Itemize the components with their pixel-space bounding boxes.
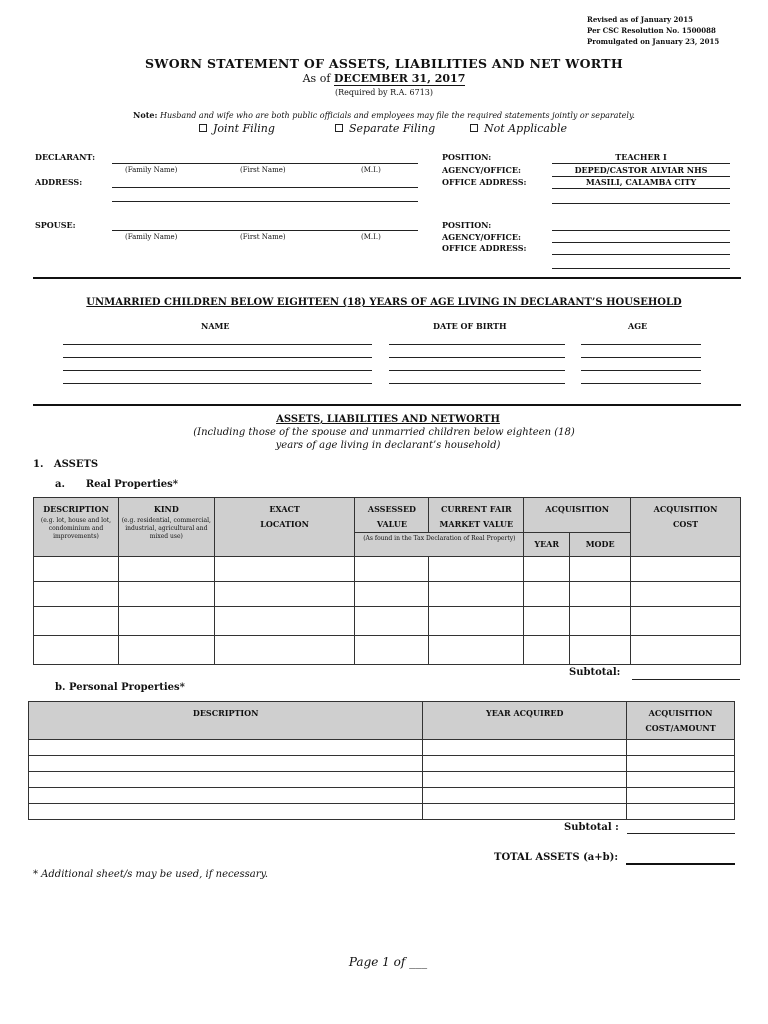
- spouse-office-address-line-2[interactable]: [552, 268, 730, 269]
- real-subtotal-line[interactable]: [632, 679, 740, 680]
- spouse-office-address-line-1[interactable]: [552, 254, 730, 255]
- table-row: [34, 582, 741, 607]
- col-year: YEAR: [524, 533, 570, 557]
- position-label: POSITION:: [442, 152, 492, 162]
- child-dob-line[interactable]: [389, 344, 565, 345]
- col-mode: MODE: [570, 533, 631, 557]
- form-title: SWORN STATEMENT OF ASSETS, LIABILITIES AND NET WORTH: [145, 56, 623, 71]
- declarant-name-line[interactable]: [112, 163, 418, 164]
- spouse-family-name-caption: (Family Name): [125, 233, 178, 241]
- declarant-family-name-caption: (Family Name): [125, 166, 178, 174]
- children-col-age: AGE: [628, 321, 648, 331]
- filing-option-not-applicable[interactable]: Not Applicable: [470, 122, 567, 135]
- total-assets-label: TOTAL ASSETS (a+b):: [494, 852, 619, 863]
- separate-filing-checkbox[interactable]: [335, 124, 343, 132]
- revision-line-2: Per CSC Resolution No. 1500088: [587, 26, 716, 35]
- as-of-label: As of: [302, 72, 331, 85]
- col-exact-location: EXACT LOCATION: [214, 498, 355, 557]
- filing-option-separate[interactable]: Separate Filing: [335, 122, 435, 135]
- child-age-line[interactable]: [581, 344, 701, 345]
- table-row: [29, 740, 735, 756]
- child-age-line[interactable]: [581, 357, 701, 358]
- spouse-office-address-label: OFFICE ADDRESS:: [442, 243, 527, 253]
- table-row: [34, 636, 741, 665]
- children-title: UNMARRIED CHILDREN BELOW EIGHTEEN (18) YEARS OF AGE LIVING IN DECLARANT’S HOUSEHOLD: [86, 297, 682, 308]
- spouse-agency-label: AGENCY/OFFICE:: [442, 232, 521, 242]
- declarant-first-name-caption: (First Name): [240, 166, 286, 174]
- child-name-line[interactable]: [63, 344, 372, 345]
- declarant-mi-caption: (M.I.): [361, 166, 381, 174]
- table-row: [29, 804, 735, 820]
- revision-line-3: Promulgated on January 23, 2015: [587, 37, 720, 46]
- child-name-line[interactable]: [63, 357, 372, 358]
- agency-label: AGENCY/OFFICE:: [442, 165, 521, 175]
- spouse-first-name-caption: (First Name): [240, 233, 286, 241]
- office-address-value[interactable]: MASILI, CALAMBA CITY: [585, 177, 697, 187]
- total-assets-line[interactable]: [626, 863, 735, 865]
- spouse-agency-line[interactable]: [552, 242, 730, 243]
- personal-properties-table: [28, 701, 735, 820]
- col-description-sub: (e.g. lot, house and lot, condominium and improvements): [40, 517, 112, 540]
- office-address-line-1: [552, 188, 730, 189]
- child-age-line[interactable]: [581, 383, 701, 384]
- note-text: Husband and wife who are both public officials and employees may file the required statements jointly or separately.: [159, 111, 635, 120]
- real-properties-table: [33, 497, 741, 665]
- children-col-dob: DATE OF BIRTH: [433, 321, 507, 331]
- col-current-fair-market-value: CURRENT FAIR MARKET VALUE: [429, 498, 524, 533]
- child-name-line[interactable]: [63, 370, 372, 371]
- col-acquisition-cost: ACQUISITION COST: [631, 498, 741, 557]
- page-number: Page 1 of ___: [348, 955, 428, 969]
- footnote: * Additional sheet/s may be used, if necessary.: [33, 869, 269, 880]
- col-year-acquired: YEAR ACQUIRED: [423, 702, 627, 740]
- note-label: Note:: [133, 110, 158, 120]
- spouse-position-label: POSITION:: [442, 220, 492, 230]
- table-row: [34, 607, 741, 636]
- address-label: ADDRESS:: [35, 177, 83, 187]
- col-kind: KIND (e.g. residential, commercial, industrial, agricultural and mixed use): [118, 498, 214, 557]
- table-row: [29, 788, 735, 804]
- declarant-label: DECLARANT:: [35, 152, 96, 162]
- revision-note: [587, 14, 719, 47]
- child-dob-line[interactable]: [389, 383, 565, 384]
- col-kind-sub: (e.g. residential, commercial, industrial, agricultural and mixed use): [121, 517, 211, 540]
- personal-subtotal-label: Subtotal :: [564, 822, 619, 833]
- spouse-mi-caption: (M.I.): [361, 233, 381, 241]
- child-name-line[interactable]: [63, 383, 372, 384]
- address-line-1[interactable]: [112, 187, 418, 188]
- children-col-name: NAME: [201, 321, 230, 331]
- real-subtotal-label: Subtotal:: [569, 667, 621, 678]
- table-row: [29, 772, 735, 788]
- child-dob-line[interactable]: [389, 357, 565, 358]
- col-personal-acquisition-cost: ACQUISITION COST/AMOUNT: [627, 702, 735, 740]
- address-line-2[interactable]: [112, 201, 418, 202]
- filing-option-joint[interactable]: Joint Filing: [199, 122, 275, 135]
- assets-subtitle-2: years of age living in declarant’s household): [275, 440, 501, 451]
- assets-subtitle-1: (Including those of the spouse and unmarried children below eighteen (18): [193, 427, 575, 438]
- col-assessed-value: ASSESSED VALUE: [355, 498, 429, 533]
- col-personal-description: DESCRIPTION: [29, 702, 423, 740]
- personal-subtotal-line[interactable]: [627, 833, 735, 834]
- assets-heading: 1. ASSETS: [33, 459, 99, 470]
- spouse-position-line[interactable]: [552, 230, 730, 231]
- joint-filing-checkbox[interactable]: [199, 124, 207, 132]
- real-properties-heading: a. Real Properties*: [55, 479, 179, 490]
- position-value[interactable]: TEACHER I: [615, 152, 667, 162]
- note: [0, 110, 768, 120]
- spouse-label: SPOUSE:: [35, 220, 76, 230]
- agency-value[interactable]: DEPED/CASTOR ALVIAR NHS: [574, 165, 708, 175]
- revision-line-1: Revised as of January 2015: [587, 15, 693, 24]
- section-divider-2: [33, 404, 741, 406]
- required-by: (Required by R.A. 6713): [334, 88, 434, 97]
- as-of-date: DECEMBER 31, 2017: [333, 72, 466, 85]
- not-applicable-checkbox[interactable]: [470, 124, 478, 132]
- section-divider-1: [33, 277, 741, 279]
- col-acquisition: ACQUISITION: [524, 498, 631, 533]
- table-row: [34, 557, 741, 582]
- position-line: [552, 163, 730, 164]
- tax-declaration-note: (As found in the Tax Declaration of Real Property): [355, 533, 524, 557]
- spouse-name-line[interactable]: [112, 230, 418, 231]
- col-description: DESCRIPTION (e.g. lot, house and lot, condominium and improvements): [34, 498, 119, 557]
- table-row: [29, 756, 735, 772]
- personal-properties-heading: b. Personal Properties*: [55, 682, 185, 693]
- child-age-line[interactable]: [581, 370, 701, 371]
- child-dob-line[interactable]: [389, 370, 565, 371]
- assets-section-title: ASSETS, LIABILITIES AND NETWORTH: [276, 414, 500, 425]
- as-of-line: [0, 72, 768, 85]
- office-address-line-2[interactable]: [552, 203, 730, 204]
- office-address-label: OFFICE ADDRESS:: [442, 177, 527, 187]
